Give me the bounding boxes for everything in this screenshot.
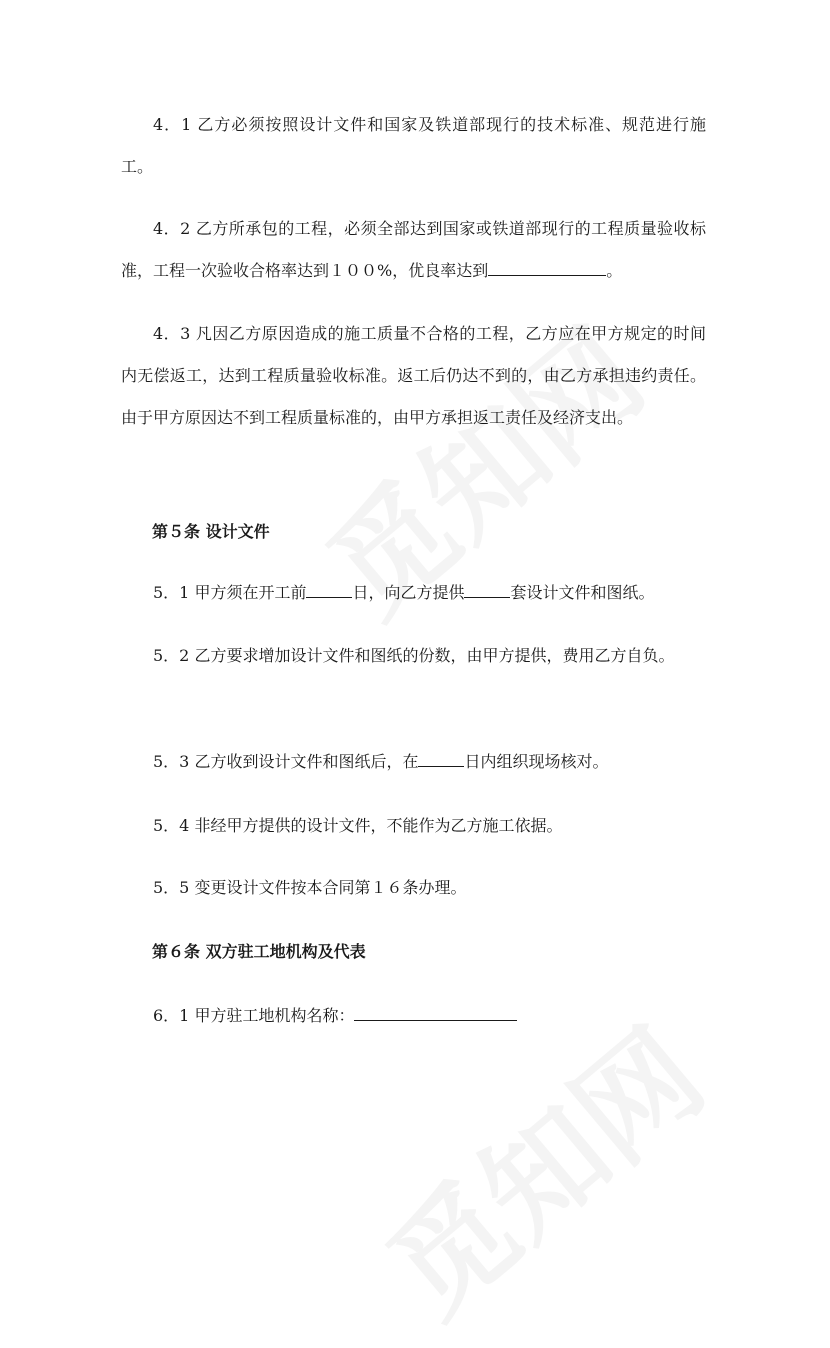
fill-blank[interactable] <box>306 581 352 598</box>
clause-6-1 <box>121 995 706 1037</box>
clause-5-5: 5．5 变更设计文件按本合同第１６条办理。 <box>153 878 467 897</box>
clause-6-1-text: 6．1 甲方驻工地机构名称： <box>153 1006 355 1025</box>
clause-4-3: 4．3 凡因乙方原因造成的施工质量不合格的工程，乙方应在甲方规定的时间内无偿返工，达到工程质量验收标准。返工后仍达不到的，由乙方承担违约责任。由于甲方原因达不到工程质量标准的，由甲方承担返工责任及经济支出。 <box>121 324 706 427</box>
clause-5-3-text-b: 日内组织现场核对。 <box>464 752 609 771</box>
clause-5-2: 5．2 乙方要求增加设计文件和图纸的份数，由甲方提供，费用乙方自负。 <box>153 646 675 665</box>
clause-5-1-text-b: 日，向乙方提供 <box>352 583 465 602</box>
clause-5-1-text-c: 套设计文件和图纸。 <box>510 583 655 602</box>
clause-5-1-text-a: 5．1 甲方须在开工前 <box>153 583 307 602</box>
fill-blank[interactable] <box>488 259 606 276</box>
section-heading-5: 第５条 设计文件 <box>152 522 270 541</box>
clause-4-2-text: 4．2 乙方所承包的工程，必须全部达到国家或铁道部现行的工程质量验收标准，工程一次验收合格率达到１００%，优良率达到 <box>121 219 706 280</box>
watermark <box>347 984 733 1347</box>
clause-4-2-end: 。 <box>606 261 623 280</box>
clause-5-3 <box>121 741 706 783</box>
clause-5-1 <box>121 572 706 614</box>
fill-blank[interactable] <box>418 750 464 767</box>
section-heading-6: 第６条 双方驻工地机构及代表 <box>152 942 366 961</box>
clause-4-1: 4．1 乙方必须按照设计文件和国家及铁道部现行的技术标准、规范进行施工。 <box>121 115 706 176</box>
clause-5-3-text-a: 5．3 乙方收到设计文件和图纸后，在 <box>153 752 419 771</box>
fill-blank[interactable] <box>464 581 510 598</box>
fill-blank[interactable] <box>354 1004 517 1021</box>
clause-5-4: 5．4 非经甲方提供的设计文件，不能作为乙方施工依据。 <box>153 816 563 835</box>
clause-4-2 <box>121 208 706 292</box>
